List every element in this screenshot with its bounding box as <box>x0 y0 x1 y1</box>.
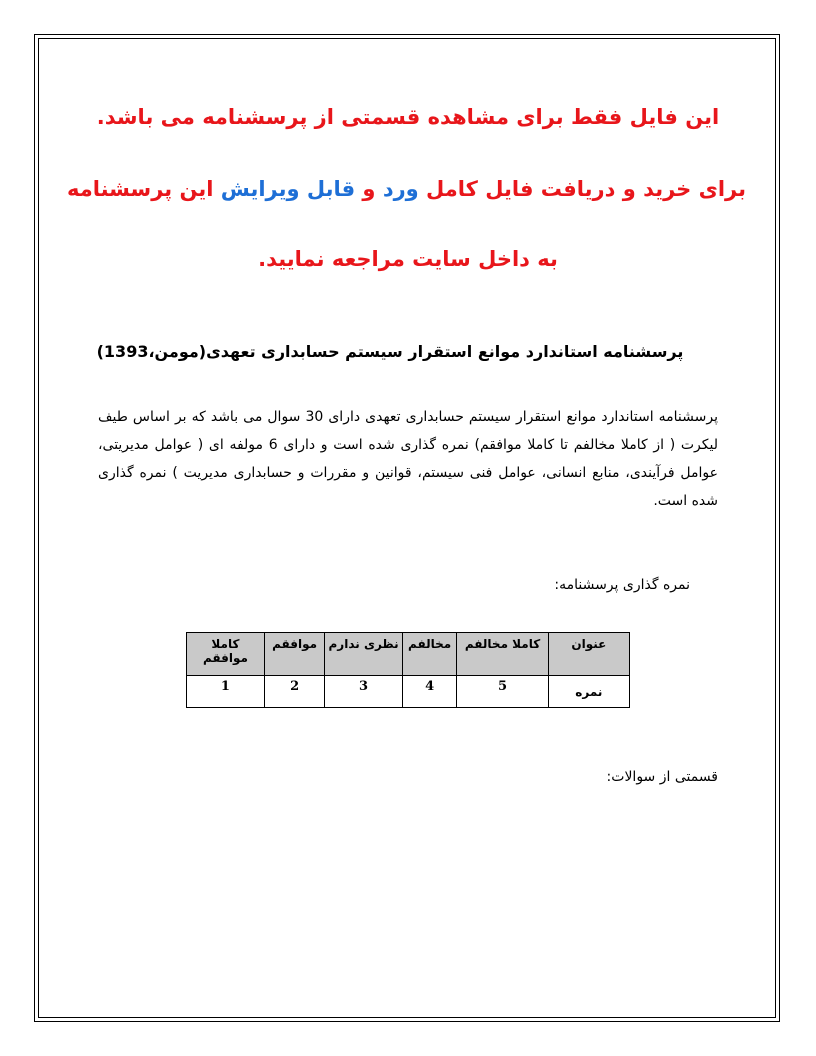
notice-word-format: ورد <box>382 177 419 201</box>
row-label-score: نمره <box>548 676 629 708</box>
header-title: عنوان <box>548 633 629 676</box>
score-no-opinion: 3 <box>325 676 402 708</box>
header-disagree: مخالفم <box>402 633 457 676</box>
notice-line-3: به داخل سایت مراجعه نمایید. <box>258 247 558 271</box>
header-strongly-agree: کاملا موافقم <box>187 633 265 676</box>
header-strongly-disagree: کاملا مخالفم <box>457 633 548 676</box>
notice-editable: قابل ویرایش <box>220 177 356 201</box>
notice-and: و <box>355 177 383 201</box>
scoring-table-value-row <box>187 676 630 708</box>
scoring-table <box>186 632 630 708</box>
scoring-heading: نمره گذاری پرسشنامه: <box>554 577 690 593</box>
score-strongly-agree: 1 <box>187 676 265 708</box>
notice-line-2-start: برای خرید و دریافت فایل کامل <box>418 177 746 201</box>
header-no-opinion: نظری ندارم <box>325 633 402 676</box>
score-strongly-disagree: 5 <box>457 676 548 708</box>
intro-paragraph: پرسشنامه استاندارد موانع استقرار سیستم حسابداری تعهدی دارای 30 سوال می باشد که بر اساس طیف لیکرت ( از کاملا مخالفم تا کاملا موافقم) نمره گذاری شده است و دارای 6 مولفه ای ( عوامل مدیریتی، عوامل فرآیندی، منابع انسانی، عوامل فنی سیستم، قوانین و مقررات و حسابداری مدیریت ) نمره گذاری شده است. <box>98 409 719 509</box>
document-title: پرسشنامه استاندارد موانع استقرار سیستم حسابداری تعهدی(مومن،1393) <box>96 342 684 361</box>
score-disagree: 4 <box>402 676 457 708</box>
notice-line-1: این فایل فقط برای مشاهده قسمتی از پرسشنامه می باشد. <box>96 105 720 129</box>
header-agree: موافقم <box>264 633 324 676</box>
questions-heading: قسمتی از سوالات: <box>606 769 718 785</box>
notice-line-2 <box>66 177 746 201</box>
notice-line-2-end: این پرسشنامه <box>66 177 221 201</box>
score-agree: 2 <box>264 676 324 708</box>
scoring-table-header-row <box>187 633 630 676</box>
